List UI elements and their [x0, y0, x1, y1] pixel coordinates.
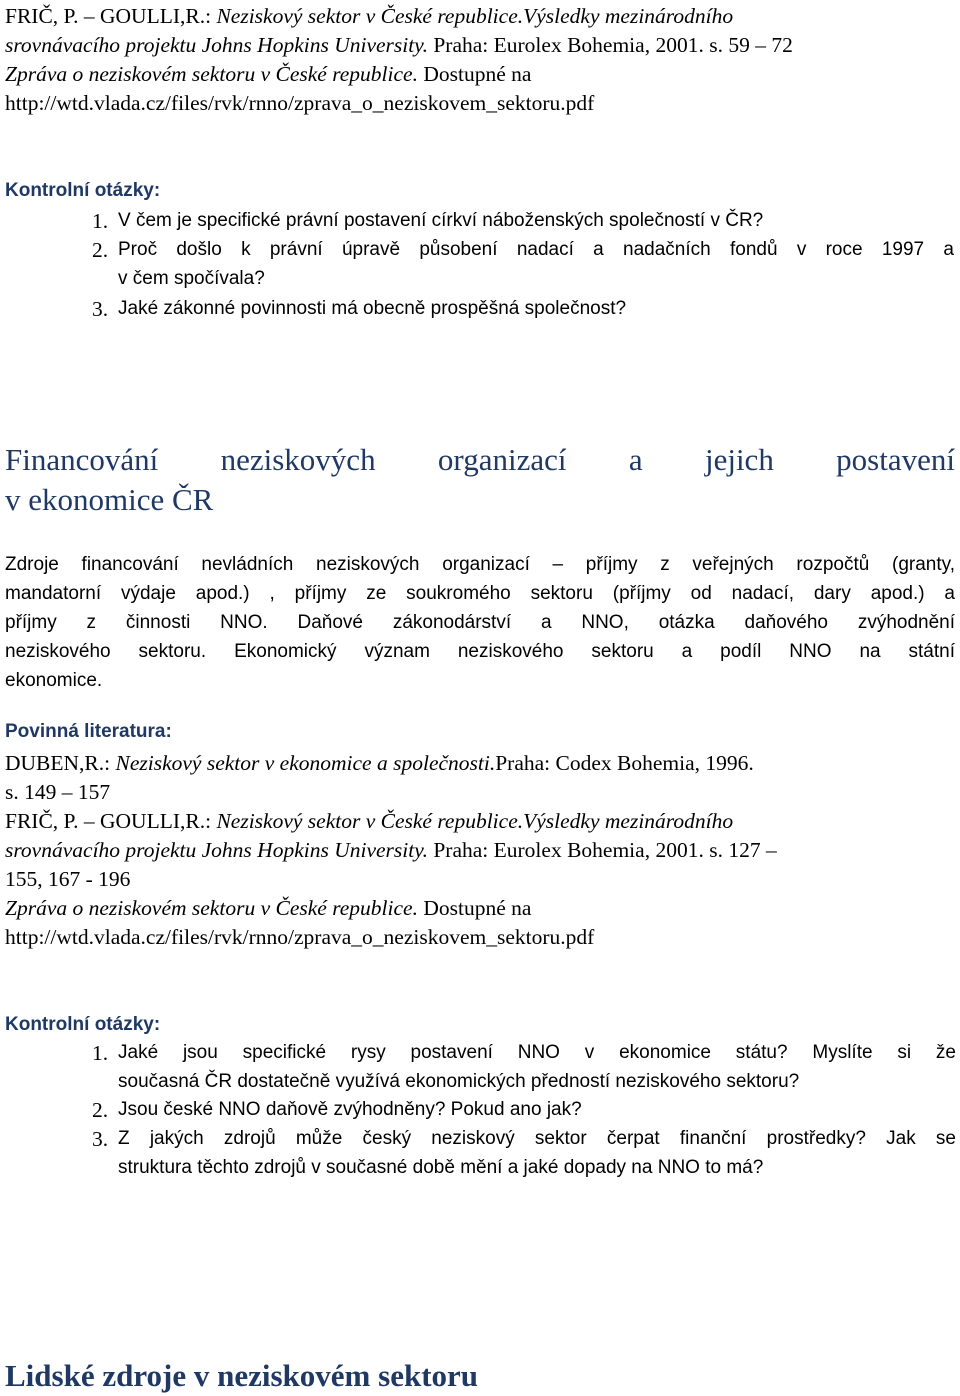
question-number: 2. [92, 1098, 109, 1122]
section-paragraph-line: mandatorní výdaje apod.) , příjmy ze soukromého sektoru (příjmy od nadací, dary apod.) a [5, 583, 955, 604]
question-text: V čem je specifické právní postavení církví náboženských společností v ČR? [118, 210, 764, 231]
reference-fric-line2 [5, 31, 793, 60]
reference-publisher: Praha: Codex Bohemia, 1996. [495, 751, 754, 775]
reference-fric-line1 [5, 807, 733, 836]
reference-fric-pages: 155, 167 - 196 [5, 867, 131, 891]
next-section-title: Lidské zdroje v neziskovém sektoru [5, 1358, 479, 1393]
reference-title: Neziskový sektor v České republice.Výsledky mezinárodního [216, 809, 734, 833]
reference-duben-pages: s. 149 – 157 [5, 780, 111, 804]
reference-availability: Dostupné na [423, 896, 532, 920]
reference-title: srovnávacího projektu Johns Hopkins University. [5, 838, 428, 862]
reference-availability: Dostupné na [423, 62, 532, 86]
question-text-continued: struktura těchto zdrojů v současné době mění a jaké dopady na NNO to má? [118, 1157, 764, 1178]
question-item [0, 1041, 960, 1101]
question-text: Jaké zákonné povinnosti má obecně prospěšná společnost? [118, 298, 627, 319]
question-number: 1. [92, 209, 109, 233]
question-text-continued: současná ČR dostatečně využívá ekonomických předností neziskového sektoru? [118, 1071, 800, 1092]
question-item [0, 1127, 960, 1187]
control-questions-heading: Kontrolní otázky: [5, 1014, 161, 1035]
reference-author: FRIČ, P. – GOULLI,R.: [5, 809, 212, 833]
reference-publisher: Praha: Eurolex Bohemia, 2001. s. 59 – 72 [433, 33, 793, 57]
question-text: Z jakých zdrojů může český neziskový sektor čerpat finanční prostředky? Jak se [118, 1128, 956, 1149]
reference-title: Zpráva o neziskovém sektoru v České republice. [5, 62, 418, 86]
question-text: Proč došlo k právní úpravě působení nadací a nadačních fondů v roce 1997 a [118, 239, 954, 260]
control-questions-heading: Kontrolní otázky: [5, 180, 161, 201]
reference-zprava-line1 [5, 60, 531, 89]
reference-title: Zpráva o neziskovém sektoru v České republice. [5, 896, 418, 920]
literature-heading: Povinná literatura: [5, 721, 172, 742]
reference-title: Neziskový sektor v České republice.Výsledky mezinárodního [216, 4, 734, 28]
question-item [0, 209, 960, 239]
reference-url[interactable]: http://wtd.vlada.cz/files/rvk/rnno/zprava_o_neziskovem_sektoru.pdf [5, 925, 595, 949]
question-item [0, 1098, 960, 1128]
reference-title: Neziskový sektor v ekonomice a společnosti. [115, 751, 496, 775]
question-text: Jaké jsou specifické rysy postavení NNO v ekonomice státu? Myslíte si že [118, 1042, 956, 1063]
reference-title: srovnávacího projektu Johns Hopkins University. [5, 33, 428, 57]
section-paragraph-line: ekonomice. [5, 670, 103, 691]
section-paragraph-line: Zdroje financování nevládních neziskových organizací – příjmy z veřejných rozpočtů (granty, [5, 554, 955, 575]
reference-fric-line1 [5, 2, 733, 31]
reference-author: DUBEN,R.: [5, 751, 111, 775]
question-number: 3. [92, 1127, 109, 1151]
reference-url[interactable]: http://wtd.vlada.cz/files/rvk/rnno/zprava_o_neziskovem_sektoru.pdf [5, 91, 595, 115]
question-item [0, 238, 960, 298]
reference-fric-line2 [5, 836, 777, 865]
reference-publisher: Praha: Eurolex Bohemia, 2001. s. 127 – [433, 838, 777, 862]
question-text: Jsou české NNO daňově zvýhodněny? Pokud ano jak? [118, 1099, 582, 1120]
question-number: 3. [92, 297, 109, 321]
question-number: 1. [92, 1041, 109, 1065]
question-item [0, 297, 960, 327]
reference-author: FRIČ, P. – GOULLI,R.: [5, 4, 212, 28]
section-title: Financování neziskových organizací a jejich postavení [5, 442, 955, 477]
reference-zprava-line1 [5, 894, 531, 923]
section-title-continued: v ekonomice ČR [5, 482, 214, 517]
section-paragraph-line: příjmy z činnosti NNO. Daňové zákonodárství a NNO, otázka daňového zvýhodnění [5, 612, 955, 633]
reference-duben-line1 [5, 749, 754, 778]
question-text-continued: v čem spočívala? [118, 268, 265, 289]
question-number: 2. [92, 238, 109, 262]
section-paragraph-line: neziskového sektoru. Ekonomický význam neziskového sektoru a podíl NNO na státní [5, 641, 955, 662]
